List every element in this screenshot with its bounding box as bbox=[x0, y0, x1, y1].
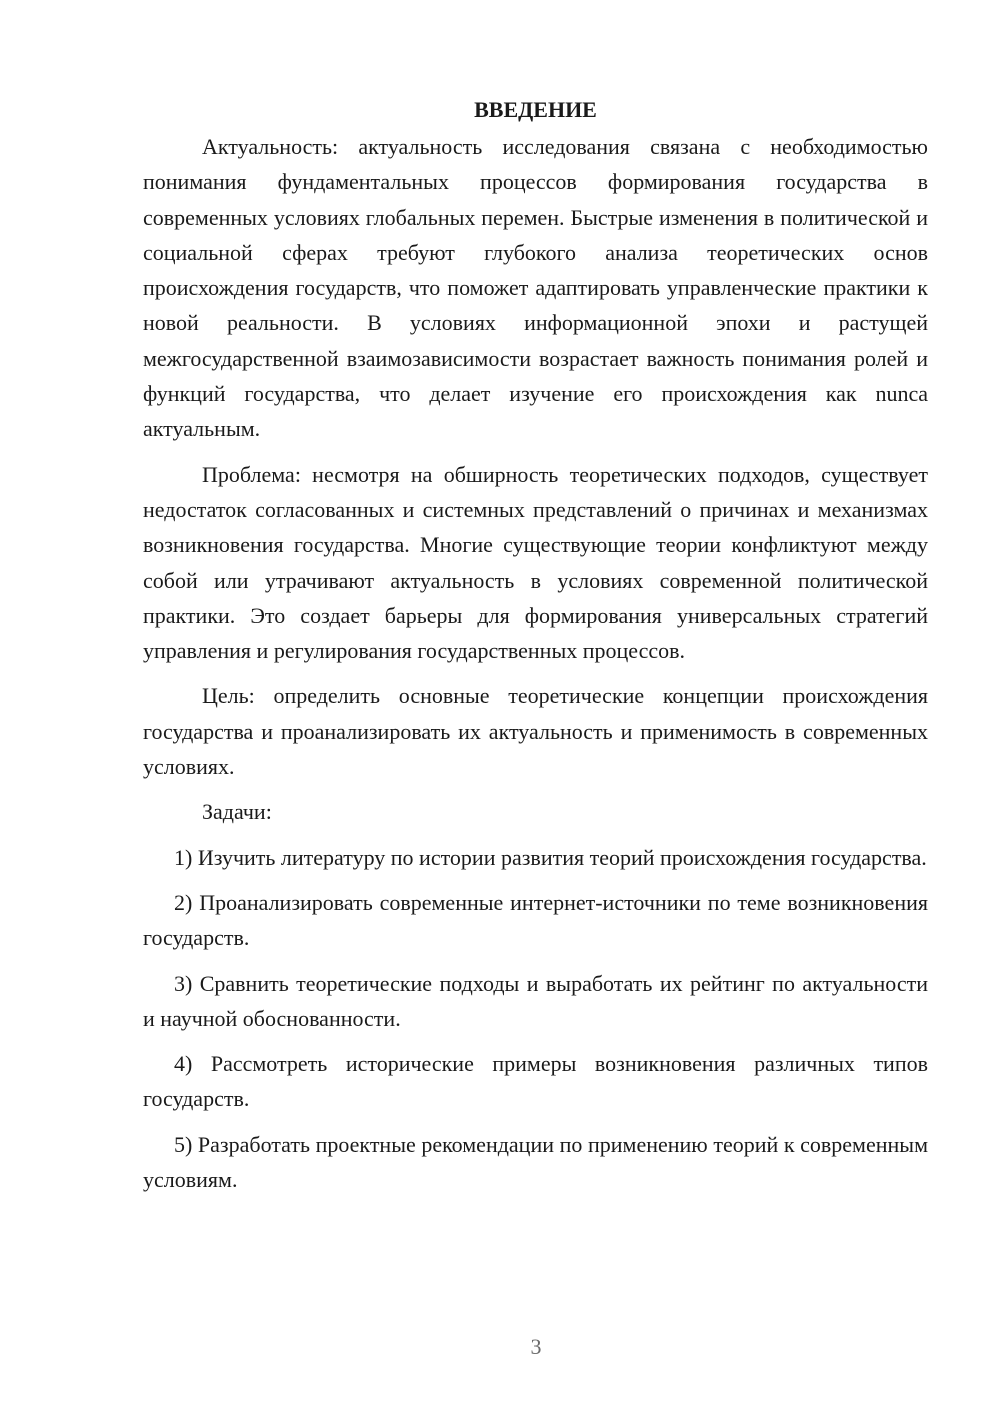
goal-paragraph: Цель: определить основные теоретические концепции происхождения государства и проанализировать их актуальность и применимость в современных условиях. bbox=[143, 683, 928, 780]
task-item: 3) Сравнить теоретические подходы и выработать их рейтинг по актуальности и научной обоснованности. bbox=[143, 970, 928, 1031]
section-title: ВВЕДЕНИЕ bbox=[474, 97, 597, 122]
relevance-paragraph: Актуальность: актуальность исследования связана с необходимостью понимания фундаментальных процессов формирования государства в современных условиях глобальных перемен. Быстрые изменения в политической и социальной сферах требуют глубокого анализа теоретических основ происхождения государств, что поможет адаптировать управленческие практики к новой реальности. В условиях информационной эпохи и растущей межгосударственной взаимозависимости возрастает важность понимания ролей и функций государства, что делает изучение его происхождения как nunca актуальным. bbox=[143, 134, 928, 442]
task-item: 4) Рассмотреть исторические примеры возникновения различных типов государств. bbox=[143, 1051, 928, 1112]
page-number: 3 bbox=[530, 1334, 542, 1359]
problem-paragraph: Проблема: несмотря на обширность теоретических подходов, существует недостаток согласованных и системных представлений о причинах и механизмах возникновения государства. Многие существующие теории конфликтуют между собой или утрачивают актуальность в условиях современной политической практики. Это создает барьеры для формирования универсальных стратегий управления и регулирования государственных процессов. bbox=[143, 461, 928, 664]
task-item: 1) Изучить литературу по истории развития теорий происхождения государства. bbox=[174, 844, 927, 870]
task-item: 5) Разработать проектные рекомендации по применению теорий к современным условиям. bbox=[143, 1131, 928, 1193]
document-page bbox=[143, 92, 928, 1207]
task-item: 2) Проанализировать современные интернет-источники по теме возникновения государств. bbox=[143, 889, 928, 951]
tasks-heading: Задачи: bbox=[202, 799, 272, 825]
